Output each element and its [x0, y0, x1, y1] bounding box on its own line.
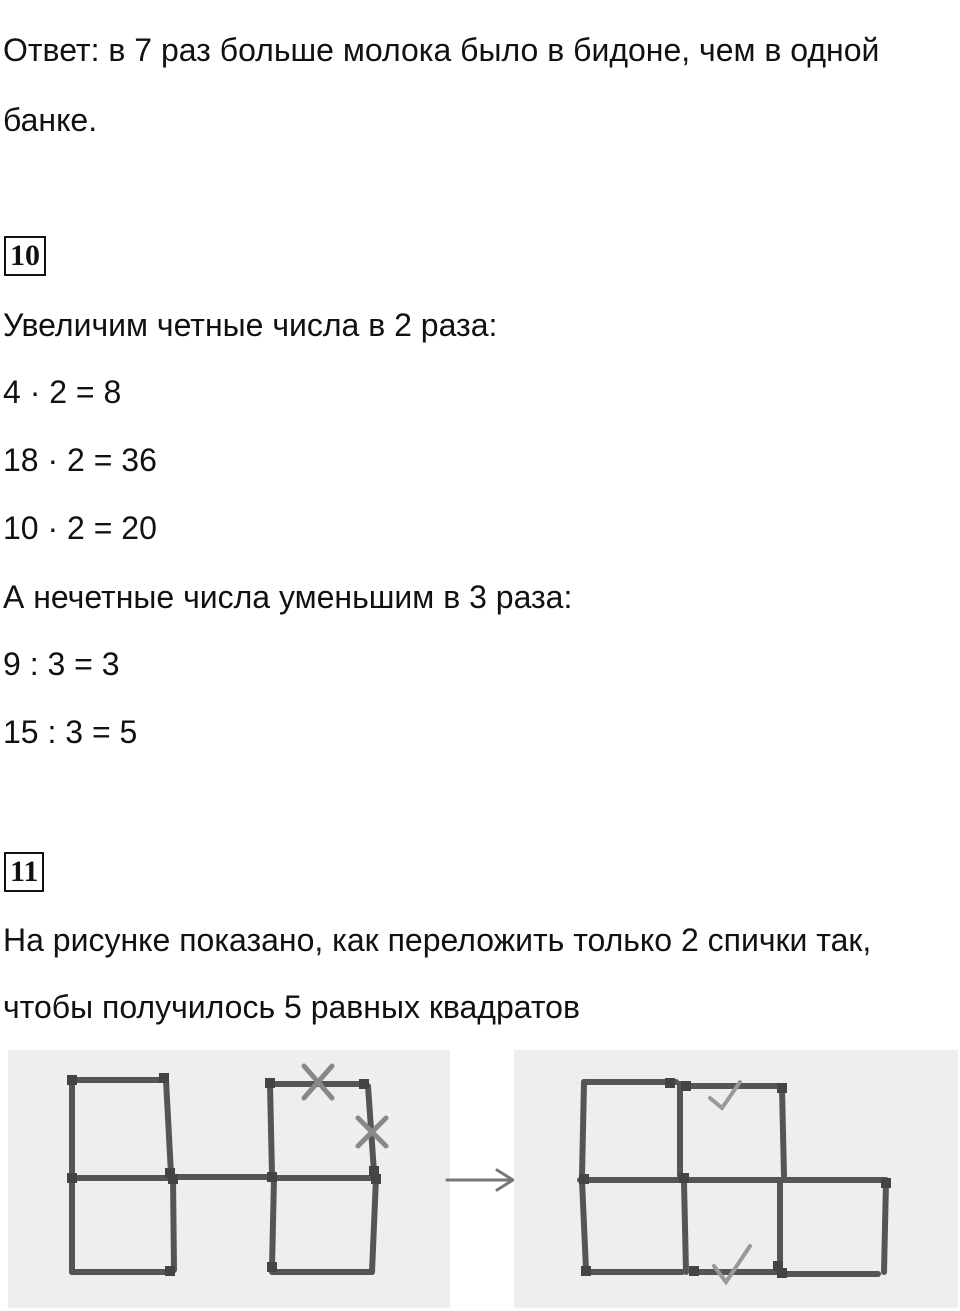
- odd-op-1: 9 : 3 = 3: [3, 646, 120, 682]
- task-11-text-2: чтобы получилось 5 равных квадратов: [3, 989, 580, 1025]
- check-mark-icon: [714, 1246, 750, 1282]
- task-11-text-1: На рисунке показано, как переложить только 2 спички так,: [3, 922, 872, 958]
- task-10-intro-even: Увеличим четные числа в 2 раза:: [3, 307, 498, 343]
- even-op-1: 4 · 2 = 8: [3, 374, 122, 410]
- matchsticks-after: [580, 1082, 886, 1274]
- answer-line-2: банке.: [3, 102, 98, 138]
- even-op-2: 18 · 2 = 36: [3, 442, 157, 478]
- matchsticks-before: [72, 1080, 376, 1272]
- task-10-intro-odd: А нечетные числа уменьшим в 3 раза:: [3, 579, 573, 615]
- odd-op-2: 15 : 3 = 5: [3, 714, 138, 750]
- matches-after-drawing: [514, 1050, 958, 1308]
- matches-before-drawing: [8, 1050, 450, 1308]
- answer-line-1: Ответ: в 7 раз больше молока было в бидоне, чем в одной: [3, 32, 880, 68]
- matches-figure-before: [8, 1050, 450, 1308]
- even-op-3: 10 · 2 = 20: [3, 510, 157, 546]
- right-arrow-icon: [445, 1166, 517, 1199]
- matches-figure-after: [514, 1050, 958, 1308]
- task-10-number: 10: [4, 236, 46, 276]
- task-11-number: 11: [4, 852, 44, 892]
